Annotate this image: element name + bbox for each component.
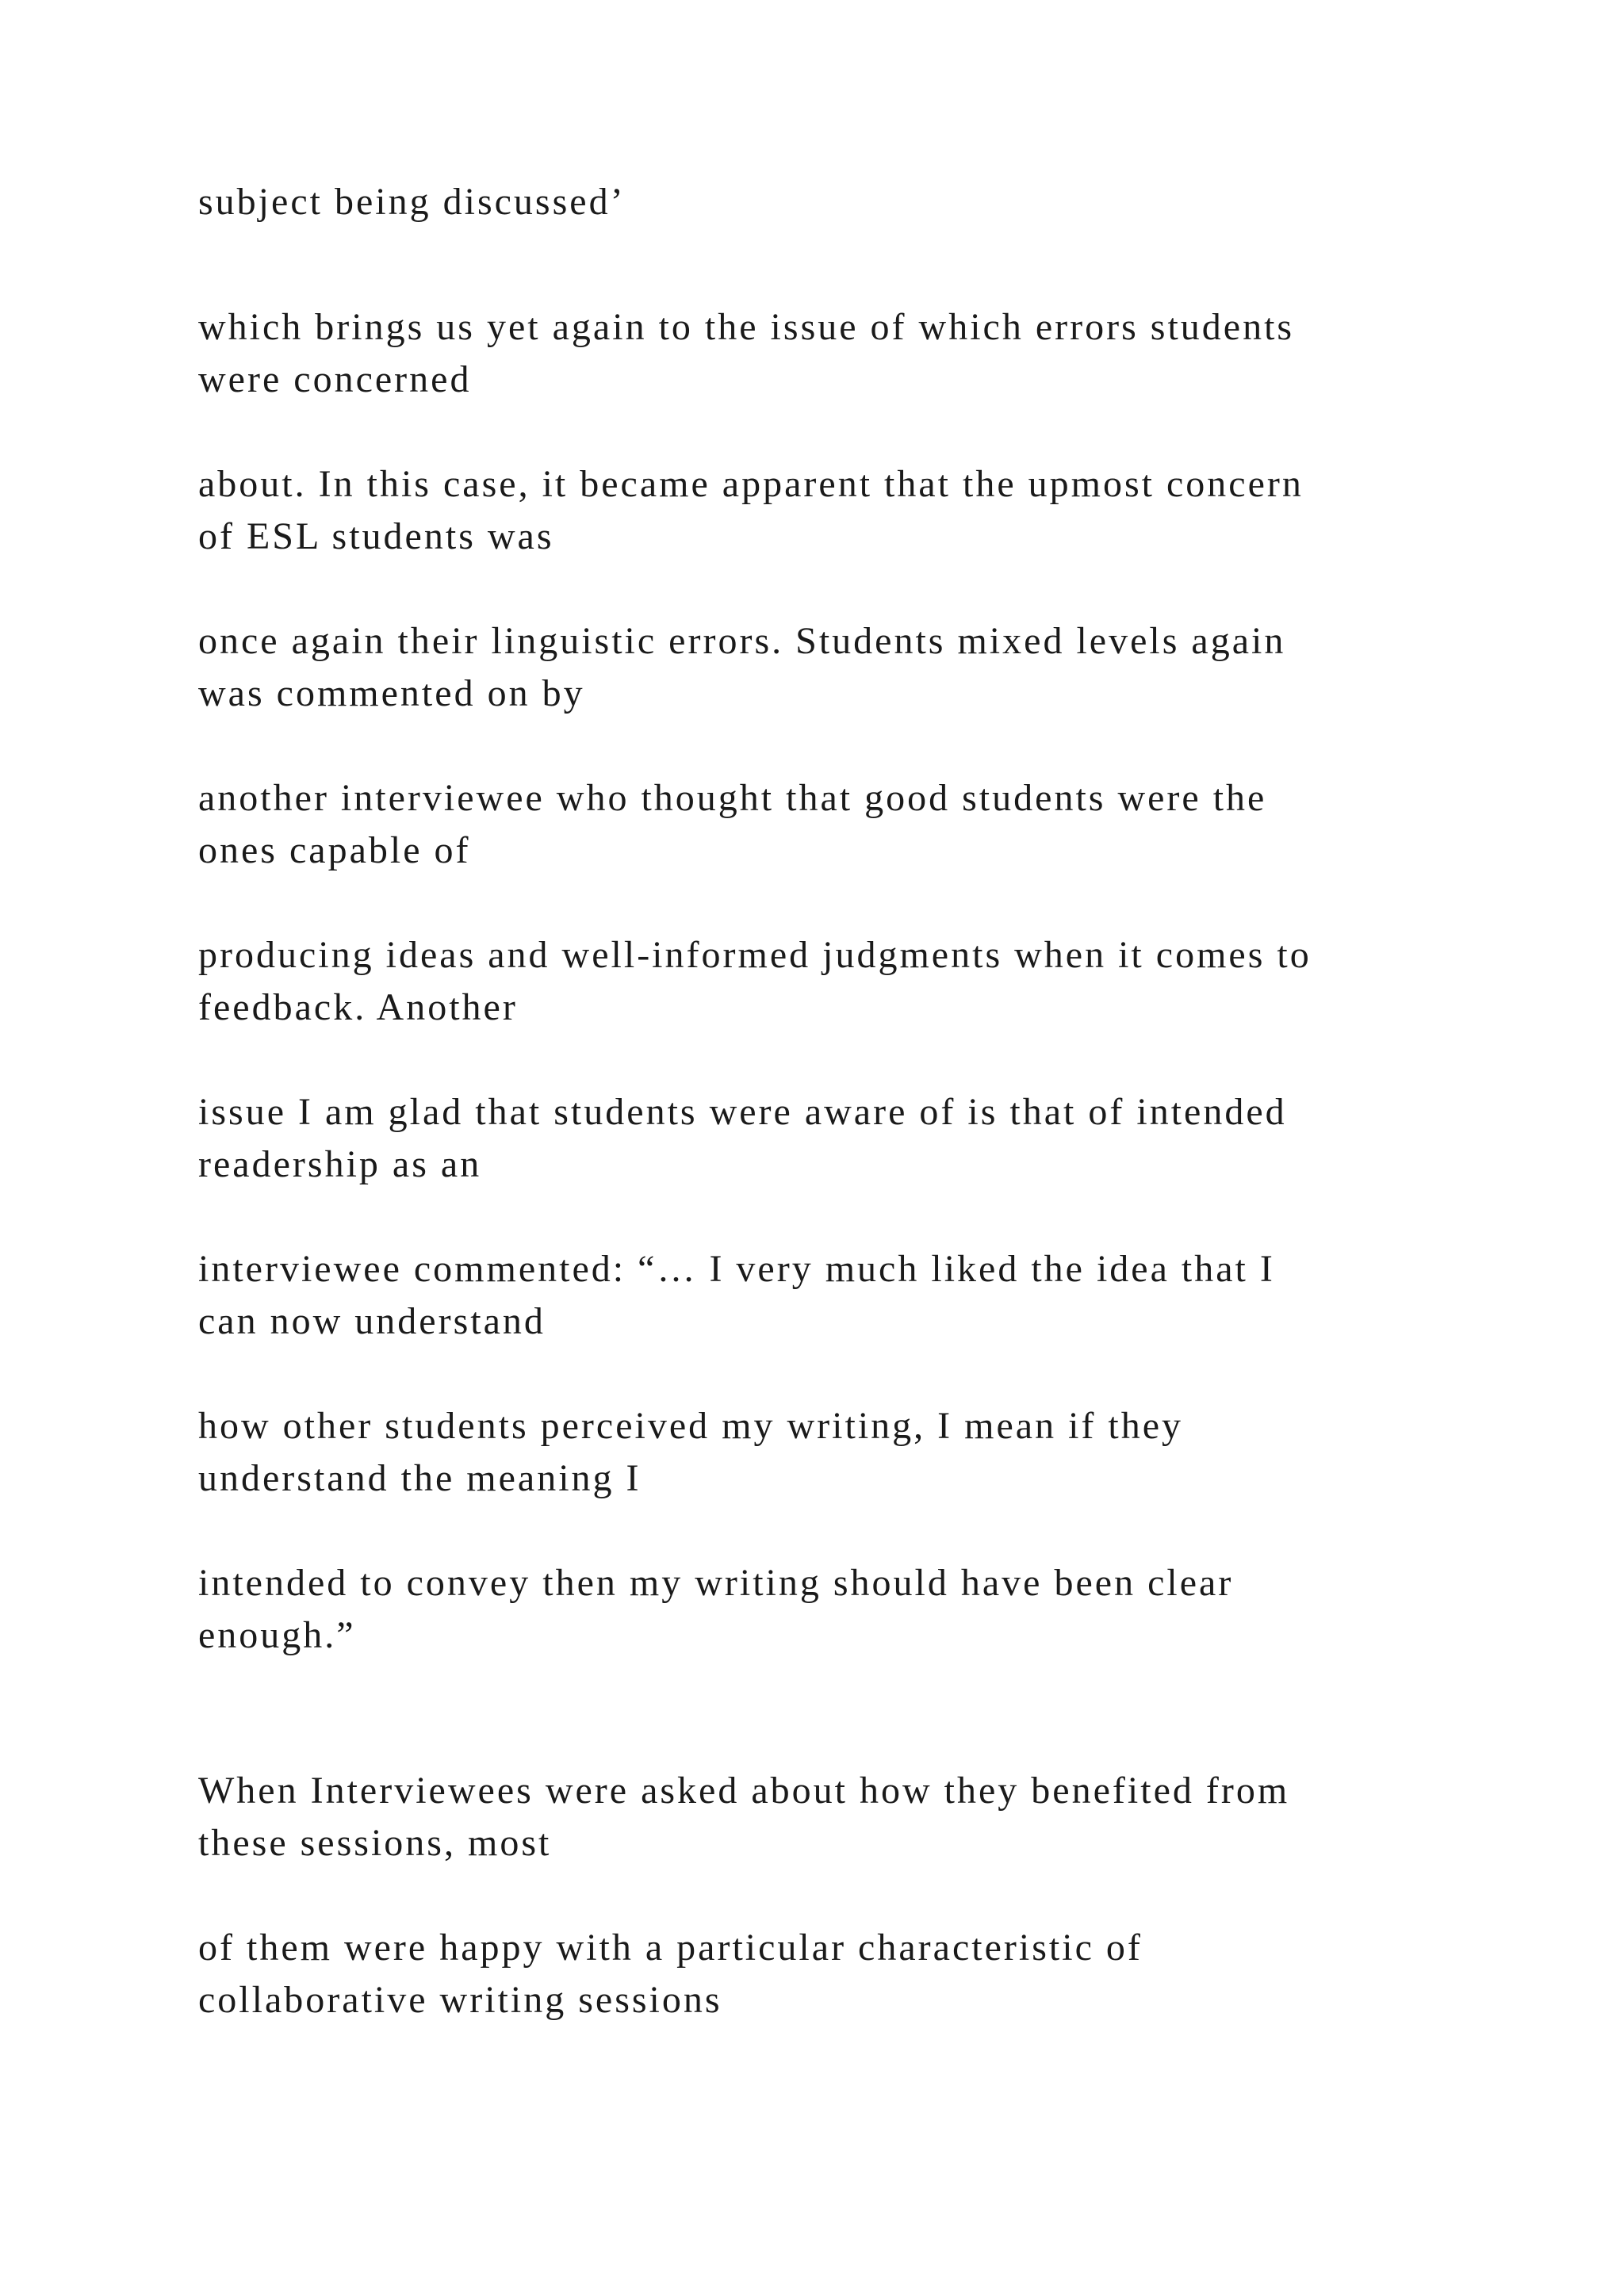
paragraph-10 <box>198 1557 1507 1662</box>
paragraph-12 <box>198 1922 1507 2026</box>
text-line: interviewee commented: “… I very much liked the idea that I <box>198 1248 1275 1290</box>
text-line: producing ideas and well-informed judgments when it comes to <box>198 934 1312 976</box>
text-line: enough.” <box>198 1614 356 1656</box>
text-line: collaborative writing sessions <box>198 1979 722 2021</box>
text-line: were concerned <box>198 358 472 400</box>
paragraph-7 <box>198 1086 1507 1191</box>
paragraph-6 <box>198 929 1507 1034</box>
text-line: how other students perceived my writing, I mean if they <box>198 1405 1184 1447</box>
text-line: issue I am glad that students were aware of is that of intended <box>198 1091 1287 1133</box>
text-line: about. In this case, it became apparent that the upmost concern <box>198 463 1304 505</box>
text-line: these sessions, most <box>198 1822 552 1864</box>
text-line: When Interviewees were asked about how they benefited from <box>198 1770 1290 1812</box>
text-line: of them were happy with a particular characteristic of <box>198 1927 1143 1969</box>
text-line: once again their linguistic errors. Students mixed levels again <box>198 620 1286 662</box>
paragraph-8 <box>198 1243 1507 1348</box>
text-line: which brings us yet again to the issue of which errors students <box>198 306 1295 348</box>
text-line: can now understand <box>198 1300 546 1342</box>
text-line: of ESL students was <box>198 515 554 557</box>
text-line: readership as an <box>198 1143 482 1185</box>
text-line: another interviewee who thought that good students were the <box>198 777 1267 819</box>
paragraph-2 <box>198 301 1507 406</box>
text-line: intended to convey then my writing should have been clear <box>198 1562 1234 1604</box>
paragraph-9 <box>198 1400 1507 1505</box>
text-line: ones capable of <box>198 829 471 871</box>
paragraph-1 <box>198 176 1507 228</box>
text-line: feedback. Another <box>198 986 518 1028</box>
paragraph-5 <box>198 772 1507 877</box>
paragraph-11 <box>198 1765 1507 1869</box>
text-line: was commented on by <box>198 672 585 714</box>
text-line: subject being discussed’ <box>198 181 626 223</box>
paragraph-4 <box>198 615 1507 720</box>
paragraph-3 <box>198 458 1507 563</box>
text-line: understand the meaning I <box>198 1457 642 1499</box>
